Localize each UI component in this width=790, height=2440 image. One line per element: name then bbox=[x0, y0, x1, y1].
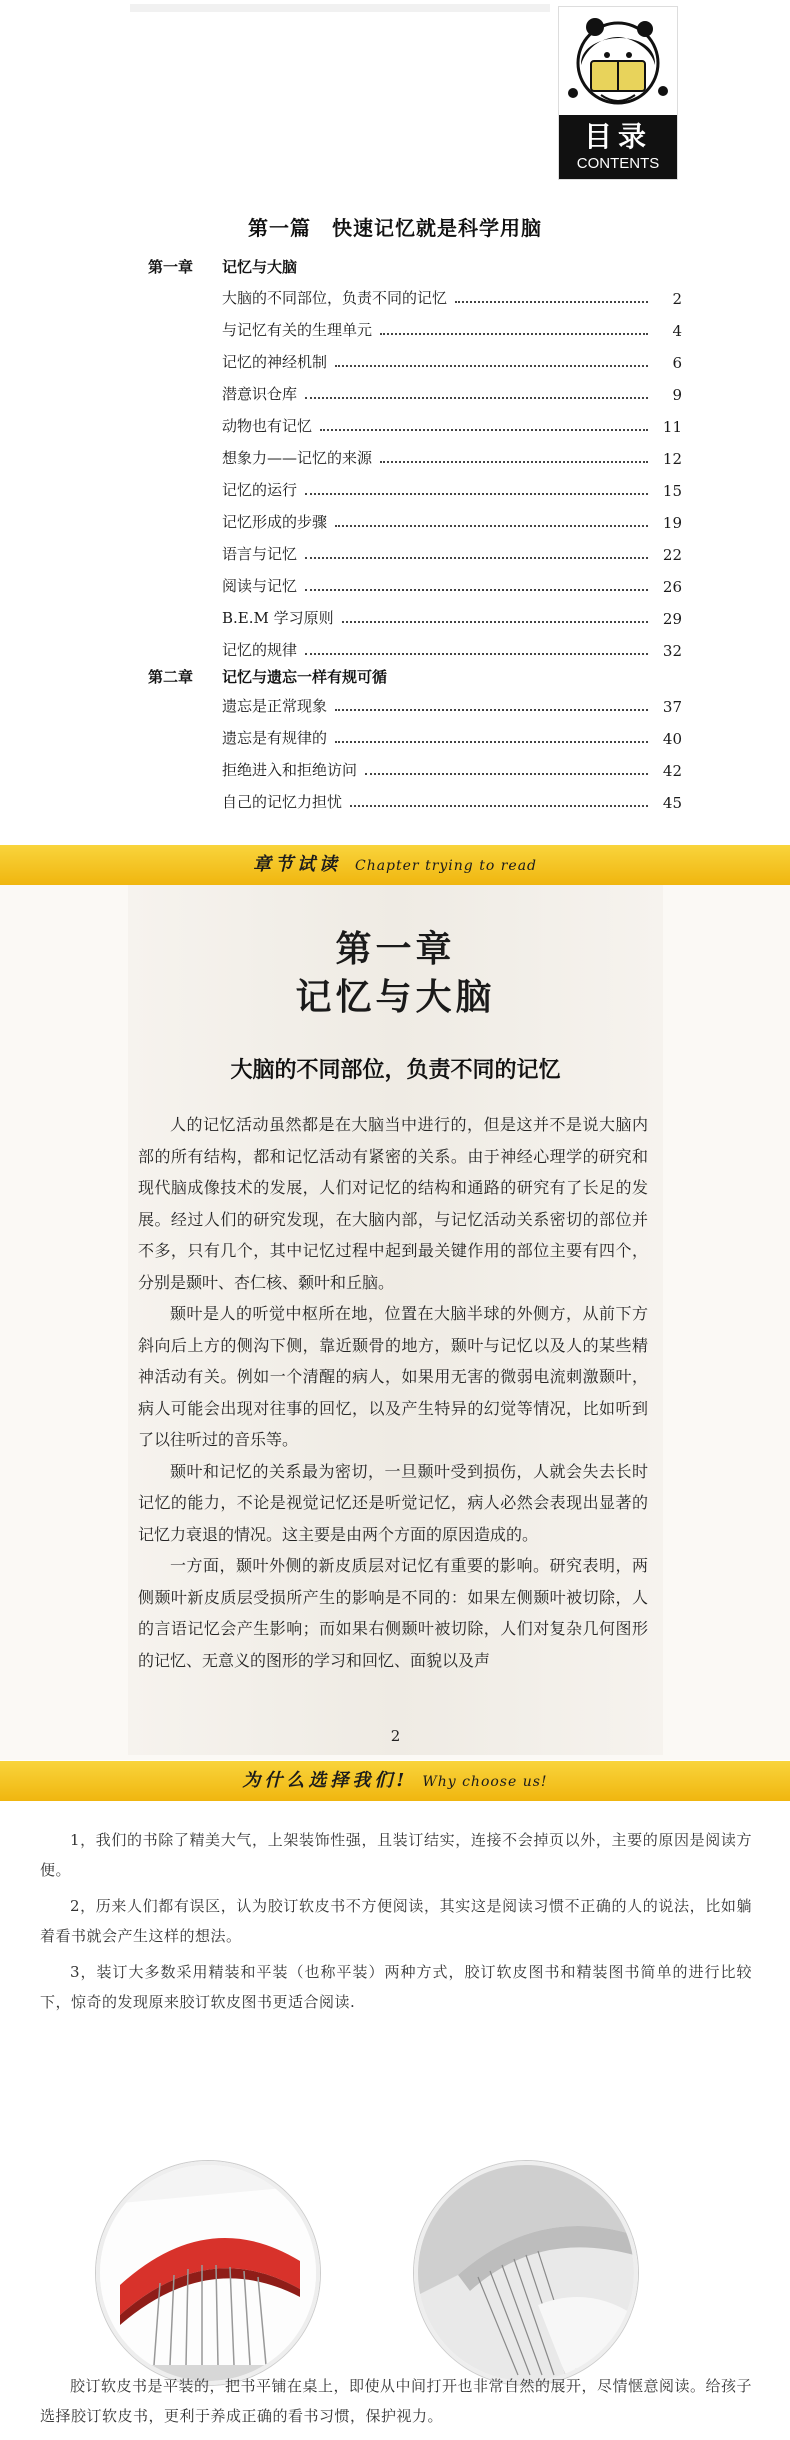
contents-badge bbox=[558, 6, 678, 180]
toc-entry-page: 32 bbox=[662, 642, 682, 660]
leader-dots bbox=[380, 460, 648, 463]
reason-paragraph: 胶订软皮书是平装的，把书平铺在桌上，即使从中间打开也非常自然的展开，尽情惬意阅读。给孩子选择胶订软皮书，更利于养成正确的看书习惯，保护视力。 bbox=[40, 2377, 753, 2425]
toc-entry[interactable] bbox=[222, 602, 682, 628]
sample-body bbox=[138, 1109, 648, 1676]
paperback-binding-photo bbox=[414, 2161, 638, 2385]
chapter-number: 第二章 bbox=[148, 668, 194, 686]
leader-dots bbox=[305, 492, 648, 495]
toc-entry-title: 记忆形成的步骤 bbox=[222, 513, 328, 531]
sample-section-title: 大脑的不同部位，负责不同的记忆 bbox=[230, 1058, 561, 1083]
toc-entry-page: 19 bbox=[662, 514, 682, 532]
toc-entry-title: 动物也有记忆 bbox=[222, 417, 313, 435]
banner-title-en: Why choose us! bbox=[422, 1774, 548, 1790]
part-title: 第一篇 快速记忆就是科学用脑 bbox=[248, 216, 542, 240]
toc-entry-page: 2 bbox=[672, 290, 682, 308]
paperback-spine-icon bbox=[418, 2165, 634, 2381]
sample-paragraph: 人的记忆活动虽然都是在大脑当中进行的，但是这并不是说大脑内部的所有结构，都和记忆活动有紧密的关系。由于神经心理学的研究和现代脑成像技术的发展，人们对记忆的结构和通路的研究有了长足的发展。经过人们的研究发现，在大脑内部，与记忆活动关系密切的部位并不多，只有几个，其中记忆过程中起到最关键作用的部位主要有四个，分别是颞叶、杏仁核、颡叶和丘脑。 bbox=[138, 1115, 648, 1292]
chapter-heading bbox=[148, 666, 387, 687]
toc-entry-title: 记忆的运行 bbox=[222, 481, 298, 499]
toc-entry[interactable] bbox=[222, 346, 682, 372]
chapter-title: 记忆与大脑 bbox=[222, 258, 298, 276]
toc-entry[interactable] bbox=[222, 538, 682, 564]
leader-dots bbox=[350, 804, 648, 807]
leader-dots bbox=[305, 588, 648, 591]
toc-entry[interactable] bbox=[222, 634, 682, 660]
toc-entry-page: 9 bbox=[672, 386, 682, 404]
toc-entry-page: 40 bbox=[662, 730, 682, 748]
chapter-heading bbox=[148, 256, 297, 277]
why-choose-us-banner bbox=[0, 1761, 790, 1801]
leader-dots bbox=[305, 652, 648, 655]
reason-paragraph: 1，我们的书除了精美大气，上架装饰性强，且装订结实，连接不会掉页以外，主要的原因是阅读方便。 bbox=[40, 1831, 752, 1879]
toc-entry[interactable] bbox=[222, 506, 682, 532]
sample-page-section bbox=[0, 885, 790, 1760]
toc-entry-page: 37 bbox=[662, 698, 682, 716]
toc-entry-title: 大脑的不同部位，负责不同的记忆 bbox=[222, 289, 448, 307]
toc-entry-title: 遗忘是正常现象 bbox=[222, 697, 328, 715]
toc-entry-page: 45 bbox=[662, 794, 682, 812]
toc-entry-title: 想象力——记忆的来源 bbox=[222, 449, 373, 467]
toc-entry-page: 12 bbox=[662, 450, 682, 468]
toc-entry-page: 26 bbox=[662, 578, 682, 596]
chapter-number: 第一章 bbox=[148, 258, 194, 276]
toc-entry-page: 29 bbox=[662, 610, 682, 628]
why-choose-us-section bbox=[0, 1801, 790, 2440]
leader-dots bbox=[335, 524, 648, 527]
banner-title-zh: 章节试读 bbox=[252, 854, 341, 875]
toc-entry[interactable] bbox=[222, 754, 682, 780]
toc-entry[interactable] bbox=[222, 314, 682, 340]
toc-entry-title: 语言与记忆 bbox=[222, 545, 298, 563]
toc-entry-page: 4 bbox=[672, 322, 682, 340]
chapter-title: 记忆与遗忘一样有规可循 bbox=[222, 668, 388, 686]
toc-entry-page: 22 bbox=[662, 546, 682, 564]
leader-dots bbox=[365, 772, 648, 775]
leader-dots bbox=[380, 332, 648, 335]
scanned-book-page bbox=[128, 885, 663, 1755]
sample-paragraph: 颞叶是人的听觉中枢所在地，位置在大脑半球的外侧方，从前下方斜向后上方的侧沟下侧，靠近颞骨的地方，颞叶与记忆以及人的某些精神活动有关。例如一个清醒的病人，如果用无害的微弱电流刺激颞叶，病人可能会出现对往事的回忆，以及产生特异的幻觉等情况，比如听到了以往听过的音乐等。 bbox=[138, 1304, 648, 1449]
reason-paragraph: 2，历来人们都有误区，认为胶订软皮书不方便阅读，其实这是阅读习惯不正确的人的说法，比如躺着看书就会产生这样的想法。 bbox=[40, 1897, 752, 1945]
leader-dots bbox=[320, 428, 648, 431]
leader-dots bbox=[305, 556, 648, 559]
banner-title-en: Chapter trying to read bbox=[354, 858, 537, 874]
banner-title-zh: 为什么选择我们! bbox=[242, 1770, 409, 1791]
toc-entry[interactable] bbox=[222, 442, 682, 468]
leader-dots bbox=[335, 740, 648, 743]
leader-dots bbox=[342, 620, 648, 623]
sample-page-number: 2 bbox=[390, 1727, 401, 1745]
toc-entry[interactable] bbox=[222, 690, 682, 716]
leader-dots bbox=[455, 300, 648, 303]
sample-chapter-number: 第一章 bbox=[335, 928, 456, 970]
toc-entry-page: 15 bbox=[662, 482, 682, 500]
chapter-preview-banner bbox=[0, 845, 790, 885]
hardcover-binding-photo bbox=[96, 2161, 320, 2385]
toc-entry-title: 记忆的规律 bbox=[222, 641, 298, 659]
toc-entry-title: 潜意识仓库 bbox=[222, 385, 298, 403]
toc-entry-page: 11 bbox=[662, 418, 682, 436]
toc-entry-title: 记忆的神经机制 bbox=[222, 353, 328, 371]
toc-entry-page: 42 bbox=[662, 762, 682, 780]
toc-entry[interactable] bbox=[222, 282, 682, 308]
toc-entry[interactable] bbox=[222, 474, 682, 500]
toc-entry[interactable] bbox=[222, 410, 682, 436]
leader-dots bbox=[335, 708, 648, 711]
toc-entry-title: 阅读与记忆 bbox=[222, 577, 298, 595]
bleed-through-text bbox=[130, 4, 550, 12]
contents-label-zh: 目录 bbox=[583, 120, 652, 153]
sample-chapter-title: 记忆与大脑 bbox=[295, 976, 496, 1018]
reader-illustration-icon bbox=[559, 7, 677, 115]
toc-section bbox=[0, 0, 790, 845]
toc-entry-title: B.E.M 学习原则 bbox=[222, 609, 334, 627]
toc-entry-title: 自己的记忆力担忧 bbox=[222, 793, 343, 811]
toc-entry-title: 遗忘是有规律的 bbox=[222, 729, 328, 747]
toc-entry[interactable] bbox=[222, 786, 682, 812]
contents-label-en: CONTENTS bbox=[576, 155, 660, 172]
contents-label bbox=[559, 115, 677, 179]
sample-paragraph: 颞叶和记忆的关系最为密切，一旦颞叶受到损伤，人就会失去长时记忆的能力，不论是视觉记忆还是听觉记忆，病人必然会表现出显著的记忆力衰退的情况。这主要是由两个方面的原因造成的。 bbox=[138, 1461, 648, 1544]
leader-dots bbox=[335, 364, 648, 367]
toc-entry-title: 拒绝进入和拒绝访问 bbox=[222, 761, 358, 779]
hardcover-spine-icon bbox=[100, 2165, 316, 2381]
toc-entry-title: 与记忆有关的生理单元 bbox=[222, 321, 373, 339]
sample-paragraph: 一方面，颞叶外侧的新皮质层对记忆有重要的影响。研究表明，两侧颞叶新皮质层受损所产生的影响是不同的：如果左侧颞叶被切除，人的言语记忆会产生影响；而如果右侧颞叶被切除，人们对复杂几何图形的记忆、无意义的图形的学习和回忆、面貌以及声 bbox=[138, 1556, 648, 1670]
toc-entry[interactable] bbox=[222, 378, 682, 404]
reason-paragraph: 3，装订大多数采用精装和平装（也称平装）两种方式，胶订软皮图书和精装图书简单的进行比较下，惊奇的发现原来胶订软皮图书更适合阅读. bbox=[40, 1963, 752, 2011]
toc-entry[interactable] bbox=[222, 570, 682, 596]
toc-entry[interactable] bbox=[222, 722, 682, 748]
leader-dots bbox=[305, 396, 648, 399]
toc-entry-page: 6 bbox=[672, 354, 682, 372]
